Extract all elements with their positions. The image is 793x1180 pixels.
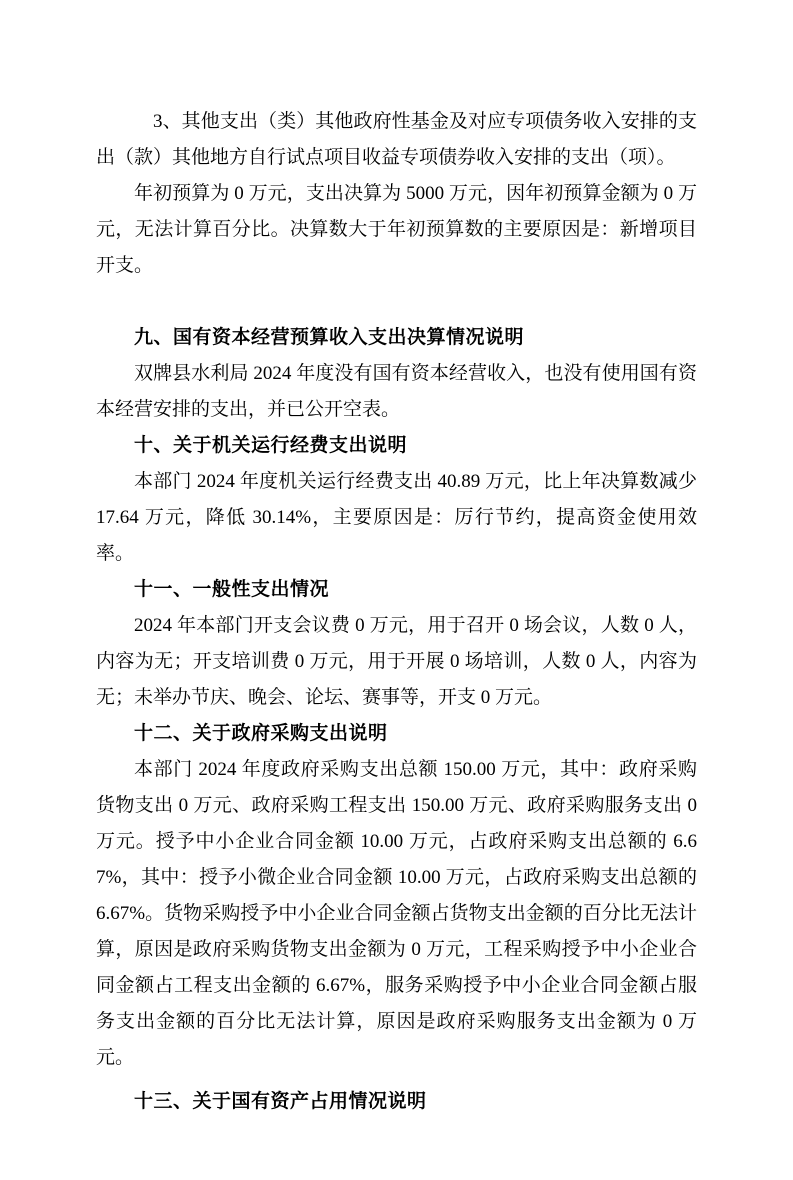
heading-section-11-general-expenditure: 十一、一般性支出情况 [134, 579, 330, 600]
paragraph-section-12-content: 本部门 2024 年度政府采购支出总额 150.00 万元，其中：政府采购货物支出 0 万元、政府采购工程支出 150.00 万元、政府采购服务支出 0 万元。授予中小企业合同金额 10.00 万元，占政府采购支出总额的 6.67%，其中：授予小微企业合同金额 10.00 万元，占政府采购支出总额的 6.67%。货物采购授予中小企业合同金额占货物支出金额的百分比无法计算，原因是政府采购货物支出金额为 0 万元，工程采购授予中小企业合同金额占工程支出金额的 6.67%，服务采购授予中小企业合同金额占服务支出金额的百分比无法计算，原因是政府采购服务支出金额为 0 万元。 [96, 759, 697, 1068]
heading-section-10-operating-expenses: 十、关于机关运行经费支出说明 [134, 435, 408, 456]
heading-section-9-state-capital-budget: 九、国有资本经营预算收入支出决算情况说明 [134, 327, 525, 348]
paragraph-section-11-content: 2024 年本部门开支会议费 0 万元，用于召开 0 场会议，人数 0 人，内容为无；开支培训费 0 万元，用于开展 0 场培训，人数 0 人，内容为无；未举办节庆、晚会、论坛、赛事等，开支 0 万元。 [96, 615, 697, 708]
paragraph-section-10-content: 本部门 2024 年度机关运行经费支出 40.89 万元，比上年决算数减少 17.64 万元，降低 30.14%，主要原因是：厉行节约，提高资金使用效率。 [96, 471, 697, 564]
paragraph-other-expenditure-item-3: 3、其他支出（类）其他政府性基金及对应专项债务收入安排的支出（款）其他地方自行试点项目收益专项债券收入安排的支出（项）。 [96, 111, 697, 168]
paragraph-budget-vs-final-accounts: 年初预算为 0 万元，支出决算为 5000 万元，因年初预算金额为 0 万元，无法计算百分比。决算数大于年初预算数的主要原因是：新增项目开支。 [96, 183, 697, 276]
heading-section-12-government-procurement: 十二、关于政府采购支出说明 [134, 723, 388, 744]
paragraph-section-9-content: 双牌县水利局 2024 年度没有国有资本经营收入，也没有使用国有资本经营安排的支出，并已公开空表。 [96, 363, 697, 420]
heading-section-13-state-asset-occupancy: 十三、关于国有资产占用情况说明 [134, 1091, 427, 1112]
